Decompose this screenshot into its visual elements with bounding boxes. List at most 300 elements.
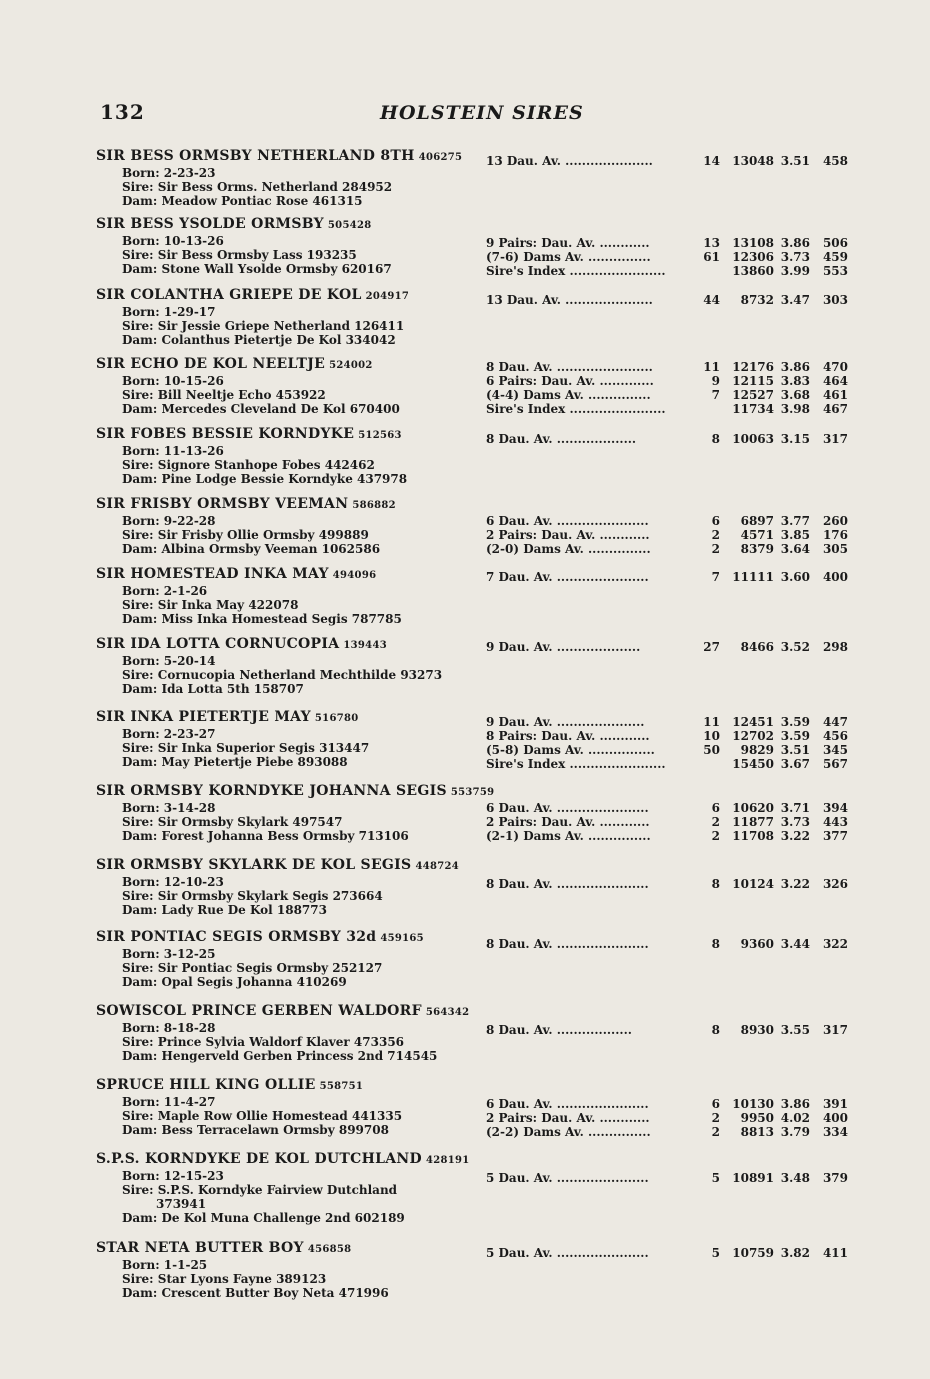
sire-details [96, 356, 486, 416]
record-milk-lbs: 8813 [740, 1125, 774, 1139]
production-records [486, 236, 856, 278]
record-row [486, 432, 856, 446]
sire-name-line [96, 356, 486, 374]
record-fat-test: 3.44 [780, 937, 810, 951]
record-fat-lbs: 391 [822, 1097, 848, 1111]
record-label: 13 Dau. Av. ..................... [486, 293, 653, 307]
record-label: 8 Dau. Av. ................... [486, 432, 637, 446]
sire-name: SIR FOBES BESSIE KORNDYKE [96, 426, 355, 442]
registration-number: 448724 [415, 861, 459, 872]
record-fat-test: 3.99 [780, 264, 810, 278]
record-fat-lbs: 467 [822, 402, 848, 416]
record-milk-lbs: 13108 [732, 236, 774, 250]
record-fat-test: 3.71 [780, 801, 810, 815]
record-count: 2 [711, 542, 720, 556]
production-records [486, 937, 856, 951]
record-row [486, 829, 856, 843]
record-fat-lbs: 461 [822, 388, 848, 402]
record-count: 5 [711, 1171, 720, 1185]
sire-details [96, 857, 486, 917]
record-row [486, 1023, 856, 1037]
record-fat-test: 3.77 [780, 514, 810, 528]
record-label: 6 Dau. Av. ...................... [486, 1097, 649, 1111]
born-date: Born: 2-23-27 [122, 727, 216, 741]
record-fat-lbs: 470 [822, 360, 848, 374]
record-count: 11 [703, 360, 720, 374]
sire-line: Sire: Star Lyons Fayne 389123 [122, 1272, 327, 1286]
record-label: (5-8) Dams Av. ................ [486, 743, 655, 757]
sire-line: Sire: Maple Row Ollie Homestead 441335 [122, 1109, 403, 1123]
sire-name-line [96, 636, 486, 654]
dam-line: Dam: Ida Lotta 5th 158707 [122, 682, 304, 696]
record-row [486, 1246, 856, 1260]
record-row [486, 360, 856, 374]
record-row [486, 743, 856, 757]
sire-name: SOWISCOL PRINCE GERBEN WALDORF [96, 1003, 422, 1019]
record-label: 8 Dau. Av. ...................... [486, 877, 649, 891]
record-row [486, 1097, 856, 1111]
record-fat-test: 3.82 [780, 1246, 810, 1260]
sire-line: Sire: Sir Bess Orms. Netherland 284952 [122, 180, 393, 194]
sire-name-line [96, 709, 486, 727]
dam-line: Dam: Bess Terracelawn Ormsby 899708 [122, 1123, 389, 1137]
record-count: 61 [703, 250, 720, 264]
record-milk-lbs: 12306 [732, 250, 774, 264]
dam-line: Dam: Miss Inka Homestead Segis 787785 [122, 612, 402, 626]
record-fat-lbs: 411 [822, 1246, 848, 1260]
record-label: 8 Dau. Av. ....................... [486, 360, 653, 374]
record-fat-test: 3.67 [780, 757, 810, 771]
sire-name: S.P.S. KORNDYKE DE KOL DUTCHLAND [96, 1151, 422, 1167]
sire-name-line [96, 1003, 486, 1021]
dam-line: Dam: Forest Johanna Bess Ormsby 713106 [122, 829, 409, 843]
sire-line: Sire: Prince Sylvia Waldorf Klaver 473356 [122, 1035, 405, 1049]
sire-line: Sire: Sir Pontiac Segis Ormsby 252127 [122, 961, 383, 975]
record-milk-lbs: 12702 [732, 729, 774, 743]
record-fat-lbs: 377 [822, 829, 848, 843]
born-date: Born: 2-23-23 [122, 166, 216, 180]
production-records [486, 1023, 856, 1037]
record-label: Sire's Index ....................... [486, 264, 666, 278]
record-fat-lbs: 345 [822, 743, 848, 757]
record-count: 7 [711, 570, 720, 584]
sire-name: SIR HOMESTEAD INKA MAY [96, 566, 329, 582]
born-date: Born: 12-15-23 [122, 1169, 224, 1183]
record-row [486, 1111, 856, 1125]
record-fat-lbs: 400 [822, 570, 848, 584]
record-fat-lbs: 305 [822, 542, 848, 556]
dam-line: Dam: Pine Lodge Bessie Korndyke 437978 [122, 472, 408, 486]
born-date: Born: 1-29-17 [122, 305, 216, 319]
record-label: 2 Pairs: Dau. Av. ............ [486, 815, 650, 829]
record-row [486, 293, 856, 307]
record-label: 6 Dau. Av. ...................... [486, 514, 649, 528]
born-date: Born: 10-13-26 [122, 234, 224, 248]
record-fat-test: 3.68 [780, 388, 810, 402]
record-count: 6 [711, 514, 720, 528]
dam-line: Dam: Mercedes Cleveland De Kol 670400 [122, 402, 400, 416]
born-date: Born: 8-18-28 [122, 1021, 216, 1035]
sire-details [96, 636, 486, 696]
record-fat-test: 3.73 [780, 815, 810, 829]
sire-name: SIR IDA LOTTA CORNUCOPIA [96, 636, 340, 652]
record-fat-test: 3.73 [780, 250, 810, 264]
record-milk-lbs: 10620 [732, 801, 774, 815]
record-fat-test: 3.59 [780, 729, 810, 743]
sire-name: SIR BESS YSOLDE ORMSBY [96, 216, 324, 232]
sire-line: Sire: Sir Bess Ormsby Lass 193235 [122, 248, 357, 262]
record-row [486, 250, 856, 264]
record-label: (2-1) Dams Av. ............... [486, 829, 651, 843]
sire-name: SIR PONTIAC SEGIS ORMSBY 32d [96, 929, 377, 945]
record-milk-lbs: 11708 [732, 829, 774, 843]
registration-number: 494096 [332, 570, 377, 581]
record-milk-lbs: 9829 [740, 743, 774, 757]
production-records [486, 715, 856, 771]
record-count: 6 [711, 801, 720, 815]
record-fat-test: 4.02 [780, 1111, 810, 1125]
record-fat-lbs: 176 [822, 528, 848, 542]
dam-line: Dam: Albina Ormsby Veeman 1062586 [122, 542, 381, 556]
registration-number: 459165 [380, 933, 424, 944]
record-label: 13 Dau. Av. ..................... [486, 154, 653, 168]
registration-number: 428191 [425, 1155, 470, 1166]
registration-number: 204917 [365, 291, 410, 302]
born-date: Born: 11-4-27 [122, 1095, 216, 1109]
record-row [486, 815, 856, 829]
record-count: 2 [711, 1125, 720, 1139]
sire-details [96, 148, 486, 208]
record-milk-lbs: 9360 [740, 937, 774, 951]
sire-name-line [96, 1151, 486, 1169]
production-records [486, 360, 856, 416]
born-date: Born: 5-20-14 [122, 654, 216, 668]
sire-name: SIR BESS ORMSBY NETHERLAND 8TH [96, 148, 415, 164]
record-fat-test: 3.86 [780, 360, 810, 374]
registration-number: 553759 [450, 787, 495, 798]
record-row [486, 402, 856, 416]
registration-number: 524002 [329, 360, 373, 371]
record-fat-test: 3.98 [780, 402, 810, 416]
dam-line: Dam: Opal Segis Johanna 410269 [122, 975, 347, 989]
record-milk-lbs: 13860 [732, 264, 774, 278]
record-milk-lbs: 12451 [732, 715, 774, 729]
sire-line: Sire: Cornucopia Netherland Mechthilde 93273 [122, 668, 443, 682]
record-row [486, 236, 856, 250]
sire-name-line [96, 783, 495, 801]
record-fat-test: 3.51 [780, 743, 810, 757]
sire-details [96, 216, 486, 276]
sire-line: Sire: Sir Frisby Ollie Ormsby 499889 [122, 528, 369, 542]
record-row [486, 154, 856, 168]
dam-line: Dam: May Pietertje Piebe 893088 [122, 755, 348, 769]
record-label: 8 Dau. Av. .................. [486, 1023, 632, 1037]
record-fat-lbs: 334 [822, 1125, 848, 1139]
sire-line: Sire: Signore Stanhope Fobes 442462 [122, 458, 375, 472]
record-fat-lbs: 260 [822, 514, 848, 528]
page-number: 132 [100, 100, 145, 124]
record-fat-lbs: 379 [822, 1171, 848, 1185]
production-records [486, 432, 856, 446]
registration-number: 516780 [314, 713, 359, 724]
record-milk-lbs: 12115 [732, 374, 774, 388]
record-fat-lbs: 456 [822, 729, 848, 743]
record-milk-lbs: 10063 [732, 432, 774, 446]
sire-details [96, 1151, 486, 1225]
record-count: 2 [711, 829, 720, 843]
registration-number: 456858 [307, 1244, 352, 1255]
sire-line: Sire: Sir Inka Superior Segis 313447 [122, 741, 370, 755]
record-fat-lbs: 443 [822, 815, 848, 829]
dam-line: Dam: Hengerveld Gerben Princess 2nd 714545 [122, 1049, 438, 1063]
record-label: Sire's Index ....................... [486, 757, 666, 771]
record-fat-test: 3.15 [780, 432, 810, 446]
record-fat-test: 3.79 [780, 1125, 810, 1139]
record-label: Sire's Index ....................... [486, 402, 666, 416]
record-label: 8 Dau. Av. ...................... [486, 937, 649, 951]
record-count: 44 [703, 293, 720, 307]
production-records [486, 877, 856, 891]
record-count: 8 [711, 1023, 720, 1037]
production-records [486, 570, 856, 584]
record-row [486, 937, 856, 951]
record-fat-test: 3.83 [780, 374, 810, 388]
record-fat-lbs: 322 [822, 937, 848, 951]
registration-number: 139443 [343, 640, 387, 651]
record-fat-lbs: 459 [822, 250, 848, 264]
record-fat-lbs: 567 [822, 757, 848, 771]
record-milk-lbs: 8379 [740, 542, 774, 556]
record-count: 14 [703, 154, 720, 168]
production-records [486, 640, 856, 654]
record-row [486, 729, 856, 743]
sire-details [96, 929, 486, 989]
sire-details [96, 1240, 486, 1300]
born-date: Born: 11-13-26 [122, 444, 224, 458]
sire-details [96, 783, 495, 843]
record-label: 8 Pairs: Dau. Av. ............ [486, 729, 650, 743]
sire-details [96, 426, 486, 486]
record-milk-lbs: 9950 [740, 1111, 774, 1125]
record-count: 5 [711, 1246, 720, 1260]
record-milk-lbs: 4571 [740, 528, 774, 542]
born-date: Born: 3-12-25 [122, 947, 216, 961]
record-fat-test: 3.52 [780, 640, 810, 654]
record-label: 2 Pairs: Dau. Av. ............ [486, 1111, 650, 1125]
sire-name: SPRUCE HILL KING OLLIE [96, 1077, 316, 1093]
record-count: 11 [703, 715, 720, 729]
record-fat-test: 3.85 [780, 528, 810, 542]
record-fat-lbs: 553 [822, 264, 848, 278]
dam-line: Dam: Crescent Butter Boy Neta 471996 [122, 1286, 389, 1300]
record-label: 2 Pairs: Dau. Av. ............ [486, 528, 650, 542]
registration-number: 586882 [352, 500, 396, 511]
sire-name: SIR FRISBY ORMSBY VEEMAN [96, 496, 349, 512]
record-row [486, 877, 856, 891]
record-fat-test: 3.86 [780, 1097, 810, 1111]
record-count: 13 [703, 236, 720, 250]
sire-name-line [96, 929, 486, 947]
record-fat-test: 3.48 [780, 1171, 810, 1185]
record-fat-lbs: 317 [822, 1023, 848, 1037]
record-label: (7-6) Dams Av. ............... [486, 250, 651, 264]
record-label: 6 Dau. Av. ...................... [486, 801, 649, 815]
record-milk-lbs: 10891 [732, 1171, 774, 1185]
sire-name: STAR NETA BUTTER BOY [96, 1240, 304, 1256]
registration-number: 558751 [319, 1081, 364, 1092]
record-row [486, 542, 856, 556]
sire-line: Sire: S.P.S. Korndyke Fairview Dutchland [122, 1183, 398, 1197]
record-count: 2 [711, 528, 720, 542]
record-label: 9 Dau. Av. ..................... [486, 715, 645, 729]
record-count: 50 [703, 743, 720, 757]
record-fat-lbs: 326 [822, 877, 848, 891]
sire-name-line [96, 148, 486, 166]
record-row [486, 801, 856, 815]
sire-name-line [96, 1077, 486, 1095]
record-fat-lbs: 464 [822, 374, 848, 388]
dam-line: Dam: Lady Rue De Kol 188773 [122, 903, 327, 917]
record-label: 9 Pairs: Dau. Av. ............ [486, 236, 650, 250]
record-fat-test: 3.59 [780, 715, 810, 729]
record-fat-test: 3.51 [780, 154, 810, 168]
record-fat-test: 3.64 [780, 542, 810, 556]
record-milk-lbs: 11734 [732, 402, 774, 416]
record-count: 10 [703, 729, 720, 743]
sire-name: SIR ECHO DE KOL NEELTJE [96, 356, 326, 372]
record-fat-lbs: 447 [822, 715, 848, 729]
record-label: 6 Pairs: Dau. Av. ............. [486, 374, 654, 388]
record-count: 8 [711, 877, 720, 891]
born-date: Born: 2-1-26 [122, 584, 208, 598]
sire-name-line [96, 496, 486, 514]
sire-name: SIR ORMSBY SKYLARK DE KOL SEGIS [96, 857, 412, 873]
record-count: 2 [711, 1111, 720, 1125]
production-records [486, 514, 856, 556]
born-date: Born: 1-1-25 [122, 1258, 208, 1272]
record-row [486, 1171, 856, 1185]
sire-name-line [96, 287, 486, 305]
record-milk-lbs: 13048 [732, 154, 774, 168]
production-records [486, 1246, 856, 1260]
record-label: (2-0) Dams Av. ............... [486, 542, 651, 556]
record-row [486, 757, 856, 771]
sire-name: SIR COLANTHA GRIEPE DE KOL [96, 287, 362, 303]
sire-line-continued: 373941 [156, 1197, 207, 1211]
record-milk-lbs: 10759 [732, 1246, 774, 1260]
dam-line: Dam: Stone Wall Ysolde Ormsby 620167 [122, 262, 392, 276]
record-milk-lbs: 8930 [740, 1023, 774, 1037]
record-fat-lbs: 394 [822, 801, 848, 815]
record-row [486, 1125, 856, 1139]
record-fat-test: 3.60 [780, 570, 810, 584]
record-fat-test: 3.22 [780, 829, 810, 843]
record-milk-lbs: 10130 [732, 1097, 774, 1111]
record-milk-lbs: 11877 [732, 815, 774, 829]
record-milk-lbs: 8466 [740, 640, 774, 654]
production-records [486, 801, 856, 843]
record-row [486, 528, 856, 542]
record-row [486, 374, 856, 388]
born-date: Born: 10-15-26 [122, 374, 224, 388]
dam-line: Dam: Colanthus Pietertje De Kol 334042 [122, 333, 396, 347]
record-count: 8 [711, 432, 720, 446]
registration-number: 512563 [358, 430, 402, 441]
born-date: Born: 3-14-28 [122, 801, 216, 815]
record-milk-lbs: 12176 [732, 360, 774, 374]
record-count: 9 [711, 374, 720, 388]
production-records [486, 154, 856, 168]
record-milk-lbs: 11111 [732, 570, 774, 584]
record-milk-lbs: 12527 [732, 388, 774, 402]
production-records [486, 1171, 856, 1185]
record-fat-test: 3.47 [780, 293, 810, 307]
registration-number: 505428 [327, 220, 372, 231]
sire-line: Sire: Sir Jessie Griepe Netherland 126411 [122, 319, 405, 333]
sire-details [96, 287, 486, 347]
sire-name: SIR ORMSBY KORNDYKE JOHANNA SEGIS [96, 783, 447, 799]
record-milk-lbs: 6897 [740, 514, 774, 528]
record-fat-lbs: 400 [822, 1111, 848, 1125]
record-milk-lbs: 8732 [740, 293, 774, 307]
record-fat-lbs: 303 [822, 293, 848, 307]
running-head: HOLSTEIN SIRES [380, 102, 584, 124]
record-label: 9 Dau. Av. .................... [486, 640, 641, 654]
record-count: 6 [711, 1097, 720, 1111]
record-count: 27 [703, 640, 720, 654]
born-date: Born: 9-22-28 [122, 514, 216, 528]
sire-line: Sire: Bill Neeltje Echo 453922 [122, 388, 326, 402]
record-row [486, 264, 856, 278]
dam-line: Dam: Meadow Pontiac Rose 461315 [122, 194, 363, 208]
record-count: 7 [711, 388, 720, 402]
sire-name-line [96, 566, 486, 584]
record-row [486, 570, 856, 584]
record-label: 5 Dau. Av. ...................... [486, 1246, 649, 1260]
record-row [486, 715, 856, 729]
registration-number: 564342 [425, 1007, 470, 1018]
sire-details [96, 566, 486, 626]
sire-name-line [96, 216, 486, 234]
record-fat-lbs: 458 [822, 154, 848, 168]
record-label: 7 Dau. Av. ...................... [486, 570, 649, 584]
production-records [486, 1097, 856, 1139]
record-milk-lbs: 10124 [732, 877, 774, 891]
sire-line: Sire: Sir Ormsby Skylark Segis 273664 [122, 889, 383, 903]
record-count: 2 [711, 815, 720, 829]
record-label: 5 Dau. Av. ...................... [486, 1171, 649, 1185]
sire-name-line [96, 426, 486, 444]
sire-details [96, 1077, 486, 1137]
sire-line: Sire: Sir Inka May 422078 [122, 598, 299, 612]
record-label: (4-4) Dams Av. ............... [486, 388, 651, 402]
record-fat-lbs: 317 [822, 432, 848, 446]
registration-number: 406275 [418, 152, 463, 163]
record-row [486, 514, 856, 528]
sire-name-line [96, 857, 486, 875]
record-row [486, 388, 856, 402]
record-fat-test: 3.55 [780, 1023, 810, 1037]
production-records [486, 293, 856, 307]
born-date: Born: 12-10-23 [122, 875, 224, 889]
record-count: 8 [711, 937, 720, 951]
record-label: (2-2) Dams Av. ............... [486, 1125, 651, 1139]
sire-name: SIR INKA PIETERTJE MAY [96, 709, 311, 725]
record-milk-lbs: 15450 [732, 757, 774, 771]
record-row [486, 640, 856, 654]
sire-details [96, 496, 486, 556]
sire-name-line [96, 1240, 486, 1258]
